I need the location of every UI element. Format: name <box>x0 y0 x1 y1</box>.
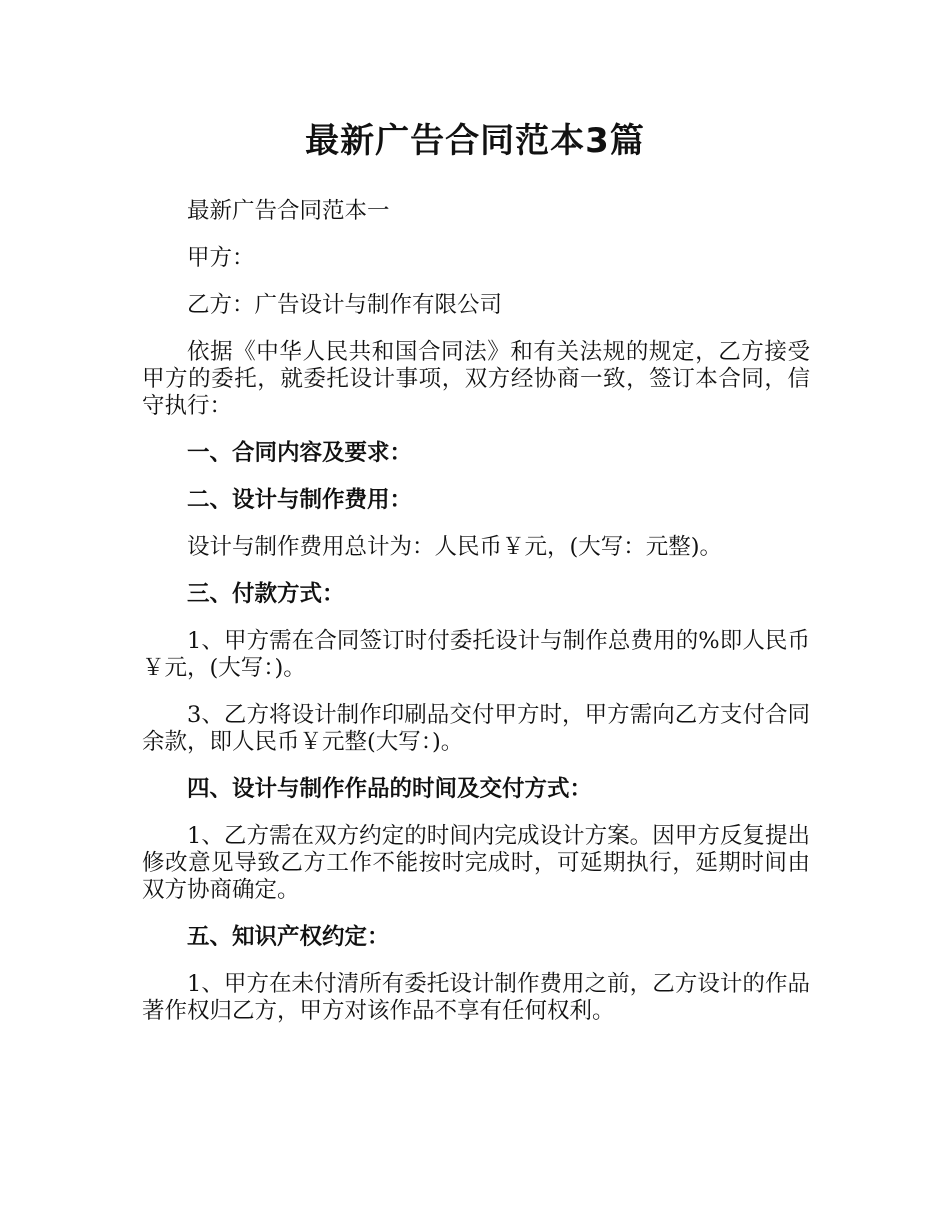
section-subtitle: 最新广告合同范本一 <box>187 198 390 224</box>
fees-paragraph: 设计与制作费用总计为：人民币￥元，(大写：元整)。 <box>187 534 723 560</box>
payment-clause-1: 1、甲方需在合同签订时付委托设计与制作总费用的%即人民币￥元，(大写：)。 <box>142 628 810 681</box>
ip-clause-1: 1、甲方在未付清所有委托设计制作费用之前，乙方设计的作品著作权归乙方，甲方对该作品不享有任何权利。 <box>142 971 810 1024</box>
party-a-line: 甲方： <box>187 245 255 271</box>
payment-clause-3: 3、乙方将设计制作印刷品交付甲方时，甲方需向乙方支付合同余款，即人民币￥元整(大写：)。 <box>142 702 810 755</box>
delivery-clause-1: 1、乙方需在双方约定的时间内完成设计方案。因甲方反复提出修改意见导致乙方工作不能按时完成时，可延期执行，延期时间由双方协商确定。 <box>142 823 810 903</box>
section-heading-ip: 五、知识产权约定： <box>187 924 390 950</box>
section-heading-fees: 二、设计与制作费用： <box>187 487 413 513</box>
document-body <box>142 198 810 1045</box>
section-heading-content: 一、合同内容及要求： <box>187 440 413 466</box>
party-b-line: 乙方：广告设计与制作有限公司 <box>187 292 503 318</box>
preamble-paragraph: 依据《中华人民共和国合同法》和有关法规的规定，乙方接受甲方的委托，就委托设计事项，双方经协商一致，签订本合同，信守执行： <box>142 339 810 419</box>
section-heading-payment: 三、付款方式： <box>187 581 345 607</box>
section-heading-delivery: 四、设计与制作作品的时间及交付方式： <box>187 776 593 802</box>
document-title: 最新广告合同范本3篇 <box>305 121 645 161</box>
